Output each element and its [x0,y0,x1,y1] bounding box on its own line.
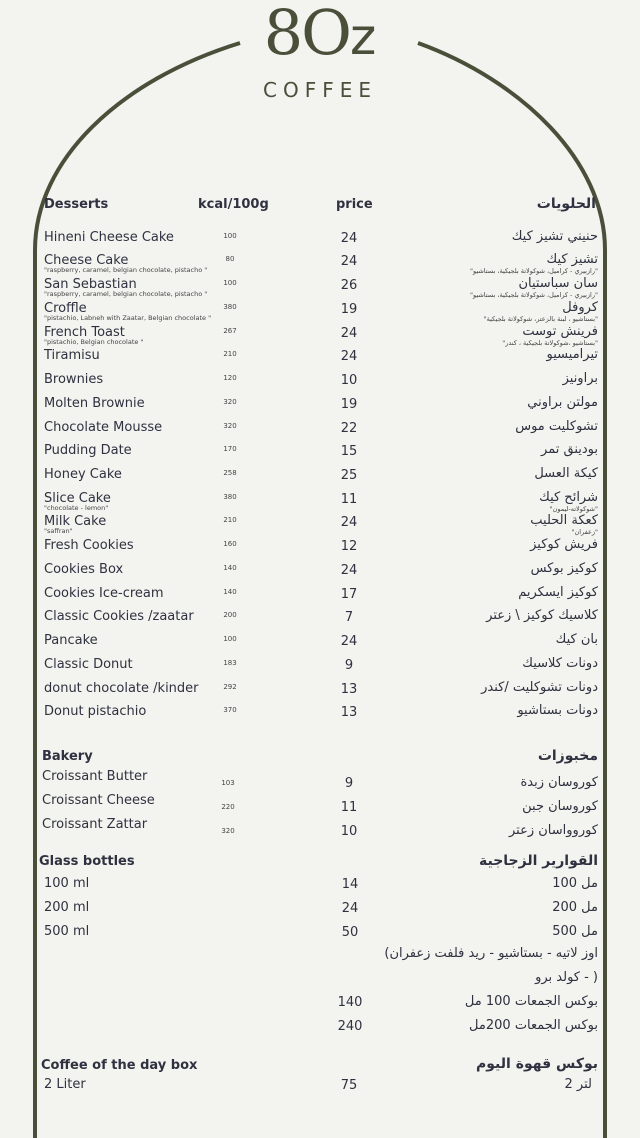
item-name: Pudding Date [44,443,132,458]
item-kcal: 292 [223,683,237,691]
item-name: Classic Donut [44,657,133,672]
item-name-ar: دونات كلاسيك [522,656,598,671]
item-name-ar: كعكة الحليب [530,513,598,528]
item-price: 19 [340,397,358,412]
item-name-ar: دونات تشوكليت /كندر [481,680,598,695]
item-name-ar: بوكس الجمعات 200مل [469,1018,598,1033]
item-price: 24 [340,254,358,269]
item-name-ar: لتر 2 [564,1077,592,1092]
item-price: 11 [340,492,358,507]
logo-mark: 8Oz [263,0,377,69]
item-price: 24 [340,563,358,578]
item-name: Slice Cake [44,491,111,506]
item-name-ar: دونات بستاشيو [517,703,598,718]
item-price: 17 [340,587,358,602]
item-name-ar: بودينق تمر [541,442,598,457]
item-description: "saffran" [44,527,73,535]
item-name: Fresh Cookies [44,538,134,553]
item-kcal: 80 [225,255,235,263]
item-name: Honey Cake [44,467,122,482]
item-description-ar: "زعفران" [571,528,598,536]
item-name: Chocolate Mousse [44,420,163,435]
item-price: 15 [340,444,358,459]
item-kcal: 210 [223,350,237,358]
item-kcal: 100 [223,232,237,240]
item-kcal: 258 [223,469,237,477]
item-name-ar: شرائح كيك [539,490,598,505]
item-name-ar: كوكيز ايسكريم [518,585,598,600]
item-name: donut chocolate /kinder [44,681,199,696]
item-description: "pistachio, Labneh with Zaatar, Belgian chocolate " [44,314,212,322]
item-price: 26 [340,278,358,293]
item-name: San Sebastian [44,277,137,292]
item-name-ar: كلاسيك كوكيز \ زعتر [486,608,598,623]
item-kcal: 140 [223,588,237,596]
item-description: "raspberry, caramel, belgian chocolate, pistacho " [44,266,208,274]
item-name-ar: تشوكليت موس [515,419,598,434]
item-name-ar: فريش كوكيز [530,537,598,552]
item-price: 24 [340,515,358,530]
item-name: Croissant Cheese [42,793,155,808]
item-name: 200 ml [44,900,90,915]
item-name-ar: تيراميسيو [546,347,598,362]
item-description-ar: "بستاشيو ، لبنة بالزعتر، شوكولاتة بلجيكية" [483,315,598,323]
item-name: Tiramisu [44,348,100,363]
logo-word: COFFEE [263,78,377,102]
item-name: Classic Cookies /zaatar [44,609,194,624]
item-price: 9 [344,776,354,791]
item-kcal: 200 [223,611,237,619]
kcal-header: kcal/100g [198,197,269,212]
item-kcal: 267 [223,327,237,335]
item-kcal: 380 [223,493,237,501]
item-description-ar: "رازبيري - كراميل، شوكولاتة بلجيكية، بستاشيو" [470,267,598,275]
cotd-header-ar: بوكس قهوة اليوم [476,1056,598,1072]
desserts-header-ar: الحلويات [536,196,596,212]
item-price: 240 [337,1019,363,1034]
cotd-header: Coffee of the day box [41,1058,198,1073]
item-price: 22 [340,421,358,436]
item-name: Cookies Box [44,562,124,577]
item-name: Cookies Ice-cream [44,586,164,601]
item-price: 25 [340,468,358,483]
item-kcal: 380 [223,303,237,311]
item-price: 9 [344,658,354,673]
item-name: Brownies [44,372,104,387]
item-name-ar: مل 200 [552,900,598,915]
item-price: 19 [340,302,358,317]
item-price: 12 [340,539,358,554]
item-name: Croissant Butter [42,769,148,784]
item-kcal: 170 [223,445,237,453]
item-name-ar: براونيز [562,371,598,386]
item-name: Croffle [44,301,87,316]
item-kcal: 160 [223,540,237,548]
item-price: 14 [341,877,359,892]
item-kcal: 320 [223,422,237,430]
item-description: "pistachio, Belgian chocolate " [44,338,144,346]
item-price: 13 [340,705,358,720]
bakery-header: Bakery [42,749,93,764]
glass-header-ar: القوارير الزجاجية [478,853,598,869]
item-kcal: 320 [221,827,235,835]
item-price: 10 [340,373,358,388]
item-description-ar: "رازبيري - كراميل، شوكولاتة بلجيكية، بستاشيو" [470,291,598,299]
glass-header: Glass bottles [39,854,135,869]
item-name: 500 ml [44,924,90,939]
bakery-header-ar: مخبوزات [537,748,598,764]
item-price: 50 [341,925,359,940]
item-name-ar: سان سباستيان [518,276,598,291]
item-name-ar: كوروواسان زعتر [508,823,598,838]
item-name: 2 Liter [44,1077,86,1092]
item-name-ar: كيكة العسل [534,466,598,481]
item-name-ar: مولتن براوني [527,395,598,410]
item-price: 24 [340,326,358,341]
desserts-header: Desserts [44,197,109,212]
item-name: Pancake [44,633,98,648]
item-description-ar: "بستاشيو ،شوكولاتة بلجيكية ، كندر" [502,339,598,347]
item-price: 10 [340,824,358,839]
item-price: 24 [340,634,358,649]
item-price: 11 [340,800,358,815]
item-kcal: 103 [221,779,235,787]
item-description-ar: "شوكولاته-ليمون" [549,505,598,513]
item-kcal: 140 [223,564,237,572]
item-name-ar: كوروسان زبدة [520,775,598,790]
item-name-ar: بوكس الجمعات 100 مل [464,994,598,1009]
item-name-ar: كوروسان جبن [522,799,598,814]
item-name-ar: تشيز كيك [546,252,598,267]
item-name: Milk Cake [44,514,107,529]
item-price: 7 [344,610,354,625]
item-name: Cheese Cake [44,253,129,268]
item-price: 24 [341,901,359,916]
price-header: price [336,197,373,212]
item-name: Donut pistachio [44,704,147,719]
item-name-ar: مل 100 [552,876,598,891]
item-name: Molten Brownie [44,396,145,411]
item-price: 75 [340,1078,358,1093]
item-price: 24 [340,349,358,364]
item-name: French Toast [44,325,125,340]
item-price: 24 [340,231,358,246]
item-name: 100 ml [44,876,90,891]
item-name: Hineni Cheese Cake [44,230,174,245]
item-kcal: 100 [223,635,237,643]
item-kcal: 320 [223,398,237,406]
item-price: 13 [340,682,358,697]
item-description: "chocolate - lemon" [44,504,109,512]
item-kcal: 210 [223,516,237,524]
item-kcal: 220 [221,803,235,811]
item-kcal: 370 [223,706,237,714]
item-kcal: 183 [223,659,237,667]
item-kcal: 100 [223,279,237,287]
item-description: "raspberry, caramel, belgian chocolate, pistacho " [44,290,208,298]
item-name-ar: كروفل [562,300,598,315]
item-name-ar: كوكيز بوكس [530,561,598,576]
item-price: 140 [337,995,363,1010]
item-name: Croissant Zattar [42,817,148,832]
item-name-ar: بان كيك [555,632,598,647]
glass-note-ar: ( - كولد برو [535,970,598,985]
item-name-ar: مل 500 [552,924,598,939]
item-name-ar: فرينش توست [522,324,598,339]
item-kcal: 120 [223,374,237,382]
glass-note-ar: اوز لاتيه - بستاشيو - ريد فلفت زعفران) [384,946,598,961]
item-name-ar: حنيني تشيز كيك [511,229,598,244]
